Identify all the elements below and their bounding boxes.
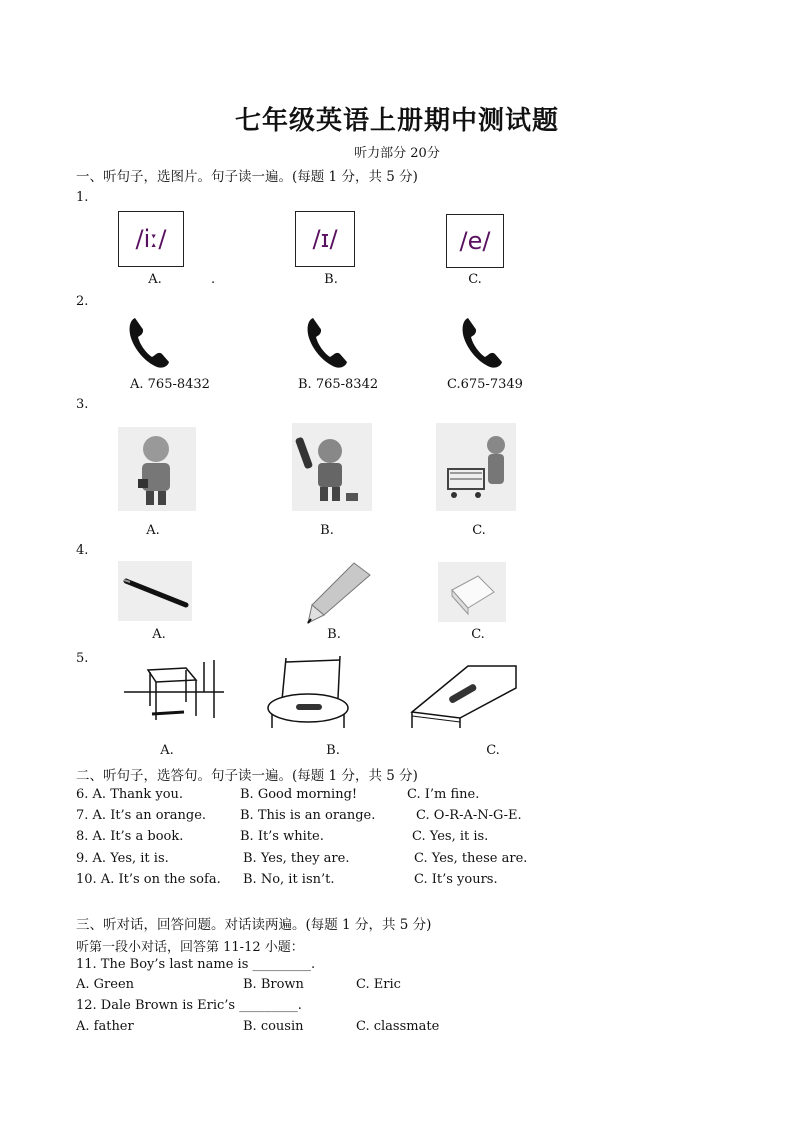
q1-stray-dot: . [211, 272, 216, 287]
part1-heading: 一、听句子，选图片。句子读一遍。(每题 1 分，共 5 分) [76, 169, 418, 185]
q5-label-b: B. [326, 743, 340, 758]
q5-option-b-image [264, 654, 350, 730]
q6-option-c: C. I’m fine. [407, 787, 480, 802]
q5-label-c: C. [486, 743, 500, 758]
phone-icon [460, 316, 504, 370]
q2-label-b: B. 765-8342 [298, 377, 379, 392]
q4-label-c: C. [471, 627, 485, 642]
q3-label-c: C. [472, 523, 486, 538]
q2-number: 2. [76, 294, 89, 309]
q8-option-b: B. It’s white. [240, 829, 324, 844]
q12-option-c: C. classmate [356, 1019, 440, 1034]
q10-option-b: B. No, it isn’t. [243, 872, 335, 887]
q4-option-b-pencil-image [302, 561, 372, 625]
q11-option-c: C. Eric [356, 977, 401, 992]
part3-intro: 听第一段小对话，回答第 11-12 小题： [76, 940, 304, 955]
q4-label-a: A. [152, 627, 166, 642]
q1-label-b: B. [324, 272, 338, 287]
q11-option-a: A. Green [76, 977, 135, 992]
phone-icon [305, 316, 349, 370]
q3-label-b: B. [320, 523, 334, 538]
q9-option-b: B. Yes, they are. [243, 851, 350, 866]
q2-label-c: C.675-7349 [447, 377, 523, 392]
q8-option-a: 8. A. It’s a book. [76, 829, 184, 844]
q3-option-a-image [118, 427, 196, 511]
q5-number: 5. [76, 651, 89, 666]
q7-option-c: C. O-R-A-N-G-E. [416, 808, 522, 823]
part2-heading: 二、听句子，选答句。句子读一遍。(每题 1 分，共 5 分) [76, 768, 418, 784]
q4-number: 4. [76, 543, 89, 558]
q8-option-c: C. Yes, it is. [412, 829, 489, 844]
q3-option-c-image [436, 423, 516, 511]
q9-option-c: C. Yes, these are. [414, 851, 528, 866]
page-subtitle: 听力部分 20分 [354, 146, 440, 161]
page-title: 七年级英语上册期中测试题 [234, 106, 559, 136]
q9-option-a: 9. A. Yes, it is. [76, 851, 169, 866]
phone-icon [127, 316, 171, 370]
q1-option-c-image [446, 214, 504, 268]
q1-label-c: C. [468, 272, 482, 287]
q1-label-a: A. [148, 272, 162, 287]
q3-option-b-image [292, 423, 372, 511]
q1-phonetic-a: /iː/ [135, 225, 167, 253]
q11-option-b: B. Brown [243, 977, 304, 992]
q5-label-a: A. [160, 743, 174, 758]
q1-option-a-image [118, 211, 184, 267]
q12-question: 12. Dale Brown is Eric’s _________. [76, 998, 302, 1013]
q1-number: 1. [76, 190, 89, 205]
q6-option-a: 6. A. Thank you. [76, 787, 184, 802]
q10-option-c: C. It’s yours. [414, 872, 498, 887]
q4-label-b: B. [327, 627, 341, 642]
q10-option-a: 10. A. It’s on the sofa. [76, 872, 221, 887]
q12-option-b: B. cousin [243, 1019, 304, 1034]
q3-number: 3. [76, 397, 89, 412]
q7-option-b: B. This is an orange. [240, 808, 376, 823]
q2-label-a: A. 765-8432 [130, 377, 210, 392]
q6-option-b: B. Good morning! [240, 787, 358, 802]
q5-option-c-image [410, 664, 518, 730]
part3-heading: 三、听对话，回答问题。对话读两遍。(每题 1 分，共 5 分) [76, 917, 432, 933]
q4-option-a-pen-image [118, 561, 192, 621]
q11-question: 11. The Boy’s last name is _________. [76, 957, 316, 972]
q1-phonetic-c: /e/ [459, 227, 491, 255]
q1-option-b-image [295, 211, 355, 267]
q1-phonetic-b: /ɪ/ [312, 225, 338, 253]
q3-label-a: A. [146, 523, 160, 538]
q4-option-c-eraser-image [438, 562, 506, 622]
q5-option-a-image [122, 658, 226, 728]
q7-option-a: 7. A. It’s an orange. [76, 808, 207, 823]
q12-option-a: A. father [76, 1019, 134, 1034]
